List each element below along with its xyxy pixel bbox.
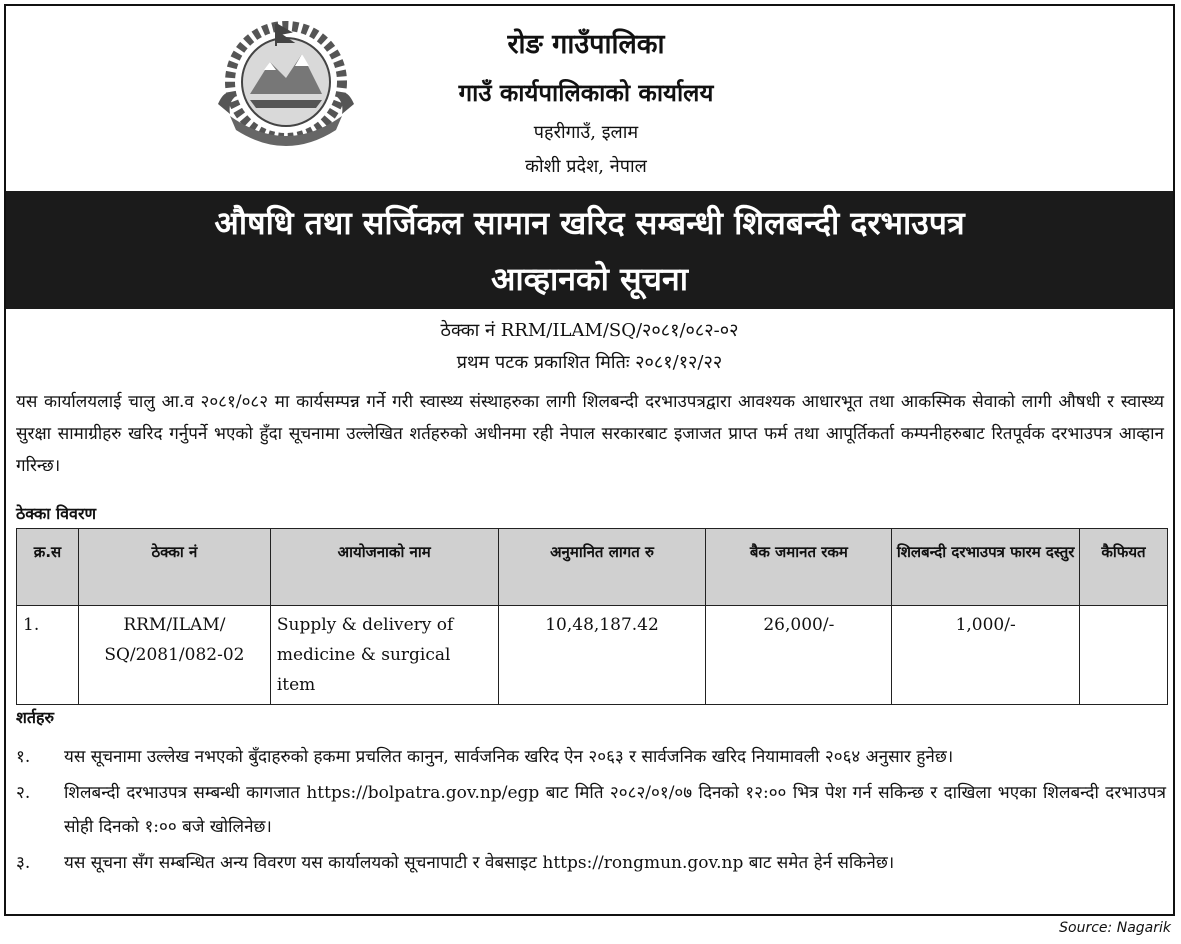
col-header-form-fee: शिलबन्दी दरभाउपत्र फारम दस्तुर	[892, 529, 1080, 606]
cell-serial: 1.	[17, 606, 79, 705]
notice-frame	[4, 4, 1175, 916]
col-header-estimated-cost: अनुमानित लागत रु	[498, 529, 706, 606]
cell-project-name: Supply & delivery of medicine & surgical item	[270, 606, 498, 705]
office-province: कोशी प्रदेश, नेपाल	[525, 156, 647, 177]
notice-title-line-2: आव्हानको सूचना	[491, 260, 688, 298]
term-number: १.	[16, 747, 31, 767]
terms-title: शर्तहरु	[16, 708, 55, 727]
cell-form-fee: 1,000/-	[892, 606, 1080, 705]
col-header-remarks: कैफियत	[1080, 529, 1168, 606]
list-item	[16, 846, 1166, 880]
contract-number: ठेक्का नं RRM/ILAM/SQ/२०८१/०८२-०२	[440, 320, 739, 341]
tender-section-title: ठेक्का विवरण	[16, 504, 97, 523]
cell-estimated-cost: 10,48,187.42	[498, 606, 706, 705]
notice-title-line-1: औषधि तथा सर्जिकल सामान खरिद सम्बन्धी शिलबन्दी दरभाउपत्र	[214, 204, 965, 242]
table-row	[17, 606, 1168, 705]
col-header-contract-no: ठेक्का नं	[78, 529, 270, 606]
col-header-serial: क्र.स	[17, 529, 79, 606]
term-number: ३.	[16, 853, 31, 873]
term-text: शिलबन्दी दरभाउपत्र सम्बन्धी कागजात https://bolpatra.gov.np/egp बाट मिति २०८२/०१/०७ दिनको १२:०० भित्र पेश गर्न सकिन्छ र दाखिला भएका शिलबन्दी दरभाउपत्र सोही दिनको १:०० बजे खोलिनेछ।	[64, 783, 1166, 837]
list-item	[16, 740, 1166, 774]
table-header-row	[17, 529, 1168, 606]
col-header-project-name: आयोजनाको नाम	[270, 529, 498, 606]
cell-bank-guarantee: 26,000/-	[706, 606, 892, 705]
office-address: पहरीगाउँ, इलाम	[533, 122, 639, 143]
terms-list	[16, 740, 1166, 882]
term-text: यस सूचना सँग सम्बन्धित अन्य विवरण यस कार्यालयको सूचनापाटी र वेबसाइट https://rongmun.gov.np बाट समेत हेर्न सकिनेछ।	[64, 853, 895, 873]
office-name: गाउँ कार्यपालिकाको कार्यालय	[458, 79, 714, 107]
publish-date: प्रथम पटक प्रकाशित मितिः २०८१/१२/२२	[456, 352, 723, 373]
tender-table	[16, 528, 1168, 705]
list-item	[16, 776, 1166, 844]
col-header-bank-guarantee: बैक जमानत रकम	[706, 529, 892, 606]
cell-contract-no: RRM/ILAM/ SQ/2081/082-02	[78, 606, 270, 705]
notice-title-banner	[6, 191, 1173, 309]
intro-paragraph: यस कार्यालयलाई चालु आ.व २०८१/०८२ मा कार्यसम्पन्न गर्ने गरी स्वास्थ्य संस्थाहरुका लागी शिलबन्दी दरभाउपत्रद्वारा आवश्यक आधारभूत तथा आकस्मिक सेवाको लागी औषधी र स्वास्थ्य सुरक्षा सामाग्रीहरु खरिद गर्नुपर्ने भएको हुँदा सूचनामा उल्लेखित शर्तहरुको अधीनमा रही नेपाल सरकारबाट इजाजत प्राप्त फर्म तथा आपूर्तिकर्ता कम्पनीहरुबाट रितपूर्वक दरभाउपत्र आव्हान गरिन्छ।	[16, 392, 1164, 476]
term-number: २.	[16, 783, 31, 803]
municipality-name: रोङ गाउँपालिका	[507, 29, 665, 60]
term-text: यस सूचनामा उल्लेख नभएको बुँदाहरुको हकमा प्रचलित कानुन, सार्वजनिक खरिद ऐन २०६३ र सार्वजनिक खरिद नियामावली २०६४ अनुसार हुनेछ।	[64, 747, 954, 767]
cell-remarks	[1080, 606, 1168, 705]
source-credit: Source: Nagarik	[1059, 920, 1171, 936]
